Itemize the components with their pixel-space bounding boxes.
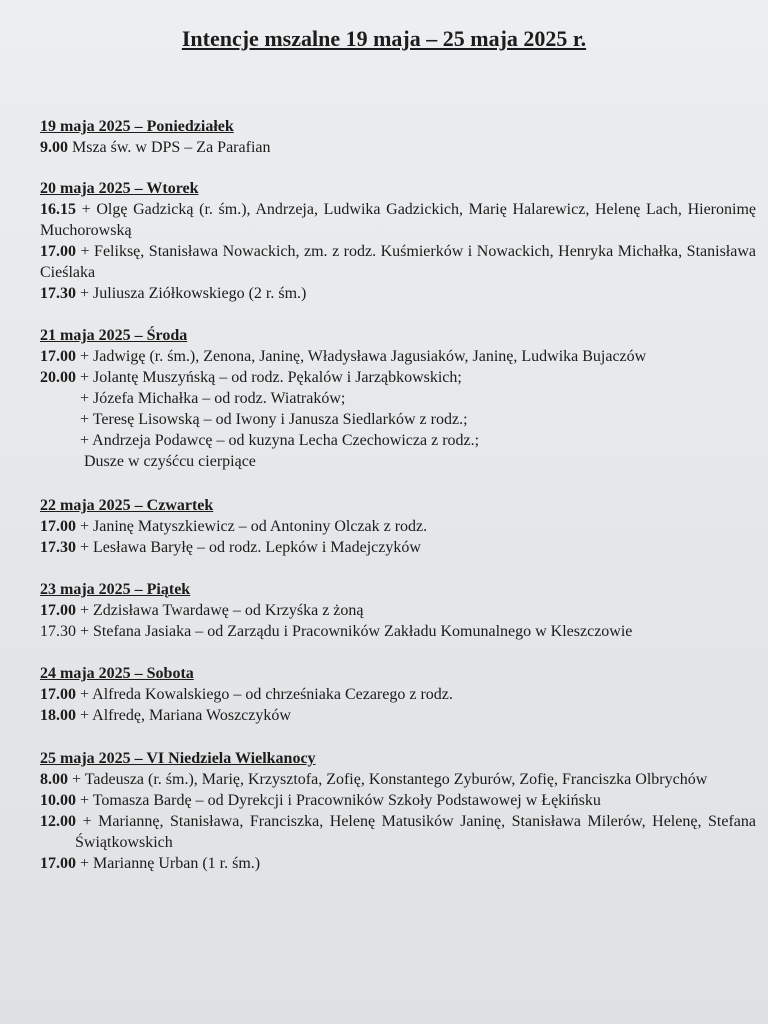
mass-intention: + Mariannę Urban (1 r. śm.) — [76, 855, 261, 872]
mass-entry — [40, 811, 756, 853]
mass-entry — [40, 241, 756, 283]
mass-intention: Msza św. w DPS – Za Parafian — [68, 139, 271, 156]
day-heading: 24 maja 2025 – Sobota — [40, 665, 194, 682]
mass-time: 17.00 — [40, 602, 76, 619]
mass-intention: + Lesława Baryłę – od rodz. Lepków i Madejczyków — [76, 539, 421, 556]
mass-intention: + Tomasza Bardę – od Dyrekcji i Pracowników Szkoły Podstawowej w Łękińsku — [76, 792, 601, 809]
mass-time: 8.00 — [40, 771, 68, 788]
mass-entry — [40, 853, 756, 874]
day-heading: 21 maja 2025 – Środa — [40, 327, 188, 344]
mass-intention: + Alfredę, Mariana Woszczyków — [76, 707, 291, 724]
mass-entry — [40, 705, 756, 726]
mass-entry — [40, 684, 756, 705]
mass-entry — [40, 199, 756, 241]
day-heading: 22 maja 2025 – Czwartek — [40, 497, 214, 514]
mass-time: 17.30 — [40, 539, 76, 556]
mass-time: 17.00 — [40, 243, 76, 260]
mass-entry — [40, 621, 756, 642]
mass-intention-continued: + Andrzeja Podawcę – od kuzyna Lecha Czechowicza z rodz.; — [80, 432, 480, 449]
day-section-wednesday — [40, 325, 756, 472]
mass-intention: + Feliksę, Stanisława Nowackich, zm. z rodz. Kuśmierków i Nowackich, Henryka Michałka, Stanisława Cieślaka — [40, 243, 756, 281]
day-section-tuesday — [40, 178, 756, 304]
mass-intention: + Alfreda Kowalskiego – od chrześniaka Cezarego z rodz. — [76, 686, 453, 703]
mass-time: 20.00 — [40, 369, 76, 386]
day-heading: 25 maja 2025 – VI Niedziela Wielkanocy — [40, 750, 316, 767]
mass-entry — [40, 367, 756, 388]
day-section-saturday — [40, 663, 756, 726]
day-heading: 19 maja 2025 – Poniedziałek — [40, 118, 234, 135]
mass-intention-continued: Dusze w czyśćcu cierpiące — [84, 453, 256, 470]
day-heading: 20 maja 2025 – Wtorek — [40, 180, 199, 197]
mass-time: 17.30 — [40, 623, 76, 640]
page-title: Intencje mszalne 19 maja – 25 maja 2025 r. — [181, 26, 587, 51]
mass-intention-continued: + Józefa Michałka – od rodz. Wiatraków; — [80, 390, 346, 407]
mass-entry — [40, 600, 756, 621]
day-section-monday — [40, 116, 756, 158]
mass-time: 17.30 — [40, 285, 76, 302]
mass-intention: + Stefana Jasiaka – od Zarządu i Pracowników Zakładu Komunalnego w Kleszczowie — [76, 623, 633, 640]
mass-intention: + Janinę Matyszkiewicz – od Antoniny Olczak z rodz. — [76, 518, 428, 535]
mass-intention: + Jadwigę (r. śm.), Zenona, Janinę, Władysława Jagusiaków, Janinę, Ludwika Bujaczów — [76, 348, 647, 365]
mass-intention-continued: + Teresę Lisowską – od Iwony i Janusza Siedlarków z rodz.; — [80, 411, 468, 428]
mass-entry — [40, 346, 756, 367]
mass-time: 17.00 — [40, 686, 76, 703]
mass-entry — [40, 537, 756, 558]
mass-time: 17.00 — [40, 348, 76, 365]
mass-time: 16.15 — [40, 201, 76, 218]
day-section-thursday — [40, 495, 756, 558]
mass-time: 17.00 — [40, 855, 76, 872]
mass-entry — [40, 769, 756, 790]
mass-time: 18.00 — [40, 707, 76, 724]
day-heading: 23 maja 2025 – Piątek — [40, 581, 191, 598]
mass-entry — [40, 283, 756, 304]
mass-intention: + Zdzisława Twardawę – od Krzyśka z żoną — [76, 602, 364, 619]
mass-time: 17.00 — [40, 518, 76, 535]
mass-intention: + Olgę Gadzicką (r. śm.), Andrzeja, Ludwika Gadzickich, Marię Halarewicz, Helenę Lach, Hieronimę Muchorowską — [40, 201, 756, 239]
mass-time: 12.00 — [40, 813, 76, 830]
mass-intention: + Jolantę Muszyńską – od rodz. Pękalów i Jarząbkowskich; — [76, 369, 462, 386]
mass-time: 10.00 — [40, 792, 76, 809]
mass-intention: + Juliusza Ziółkowskiego (2 r. śm.) — [76, 285, 307, 302]
mass-intention: + Tadeusza (r. śm.), Marię, Krzysztofa, Zofię, Konstantego Zyburów, Zofię, Franciszka Olbrychów — [68, 771, 708, 788]
day-section-sunday — [40, 748, 756, 874]
mass-entry — [40, 516, 756, 537]
mass-entry — [40, 790, 756, 811]
mass-time: 9.00 — [40, 139, 68, 156]
day-section-friday — [40, 579, 756, 642]
mass-entry — [40, 137, 756, 158]
mass-intention: + Mariannę, Stanisława, Franciszka, Helenę Matusików Janinę, Stanisława Milerów, Helenę, Stefana Świątkowskich — [75, 813, 756, 851]
